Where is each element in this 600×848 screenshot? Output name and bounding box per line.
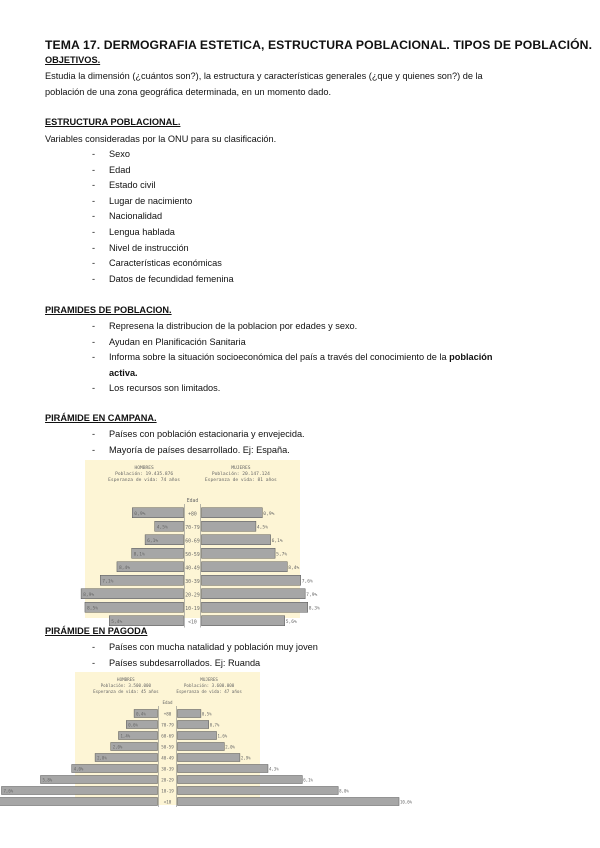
female-bar bbox=[202, 575, 301, 585]
female-bar-label: 4,5% bbox=[256, 525, 268, 531]
female-bar bbox=[202, 602, 308, 612]
list-item: - Ayudan en Planificación Sanitaria bbox=[92, 335, 539, 351]
female-bar-label: 5,7% bbox=[276, 552, 288, 558]
list-item: - Los recursos son limitados. bbox=[92, 381, 539, 397]
female-bar-label: 8,4% bbox=[288, 565, 300, 571]
pagoda-list bbox=[92, 640, 318, 671]
pagoda-pyramid-chart bbox=[3, 672, 413, 805]
male-bar-label: 4,5% bbox=[156, 525, 168, 531]
female-bar-label: 8,0% bbox=[339, 788, 349, 794]
list-item: - Lugar de nacimiento bbox=[92, 194, 234, 210]
right-header-line: Población: 3.600.000 bbox=[183, 683, 235, 688]
male-bar-label: 2,8% bbox=[97, 755, 107, 761]
list-item: - Sexo bbox=[92, 147, 234, 163]
male-bar-label: 0,4% bbox=[136, 711, 146, 717]
male-bar-label: 1,4% bbox=[120, 733, 131, 739]
male-bar bbox=[72, 765, 158, 773]
male-bar bbox=[81, 589, 183, 599]
list-item: - Estado civil bbox=[92, 178, 234, 194]
piramides-heading: PIRAMIDES DE POBLACION. bbox=[45, 305, 172, 315]
list-item: - Represena la distribucion de la poblacion por edades y sexo. bbox=[92, 319, 539, 335]
age-tick-label: 20-29 bbox=[161, 777, 174, 783]
age-tick-label: 50-59 bbox=[161, 744, 174, 750]
list-item: - Nacionalidad bbox=[92, 209, 234, 225]
male-bar-label: 0,9% bbox=[134, 511, 146, 517]
left-header-line: Esperanza de vida: 74 años bbox=[108, 478, 181, 483]
male-bar-label: 7,1% bbox=[102, 579, 114, 585]
list-item: - Países subdesarrollados. Ej: Ruanda bbox=[92, 656, 318, 672]
age-tick-label: +80 bbox=[188, 512, 197, 518]
age-tick-label: 30-39 bbox=[161, 766, 174, 772]
female-bar bbox=[178, 732, 217, 740]
age-axis-header: Edad bbox=[186, 499, 199, 504]
female-bar-label: 7,9% bbox=[306, 592, 318, 598]
left-header-line: Población: 3.500.000 bbox=[100, 683, 152, 688]
male-bar bbox=[41, 776, 158, 784]
male-bar-label: 4,0% bbox=[73, 766, 84, 772]
female-bar bbox=[202, 548, 276, 558]
female-bar-label: 10,6% bbox=[400, 799, 413, 805]
piramides-list bbox=[92, 319, 539, 397]
right-header-line: Población: 20.147.124 bbox=[211, 472, 270, 477]
male-bar-label: 6,1% bbox=[147, 538, 159, 544]
objetivos-line-2: población de una zona geográfica determinada, en un momento dado. bbox=[45, 87, 332, 97]
list-item: - Países con población estacionaria y envejecida. bbox=[92, 427, 305, 443]
objetivos-heading: OBJETIVOS. bbox=[45, 55, 101, 65]
female-bar bbox=[178, 754, 240, 762]
estructura-heading: ESTRUCTURA POBLACIONAL. bbox=[45, 117, 181, 127]
campana-pyramid-chart bbox=[83, 460, 320, 626]
list-item: - Lengua hablada bbox=[92, 225, 234, 241]
age-tick-label: 70-79 bbox=[161, 722, 174, 728]
right-header-line: Esperanza de vida: 81 años bbox=[204, 478, 277, 483]
female-bar-label: 1,6% bbox=[217, 733, 228, 739]
male-bar-label: 8,4% bbox=[118, 565, 131, 571]
right-header-line: MUJERES bbox=[200, 677, 218, 682]
pagoda-heading: PIRÁMIDE EN PAGODA bbox=[45, 626, 148, 636]
female-bar bbox=[178, 710, 201, 718]
female-bar-label: 4,3% bbox=[268, 766, 279, 772]
list-item-text: Informa sobre la situación socioeconómica del país a través del conocimiento de la bbox=[109, 352, 450, 363]
list-item bbox=[92, 350, 539, 381]
female-bar bbox=[178, 721, 209, 729]
left-header-line: Población: 19.435.876 bbox=[115, 472, 174, 477]
male-bar bbox=[85, 602, 184, 612]
campana-pyramid-svg bbox=[83, 460, 320, 626]
campana-list bbox=[92, 427, 305, 458]
female-bar-label: 0,5% bbox=[201, 711, 212, 717]
age-tick-label: 60-69 bbox=[185, 539, 200, 545]
female-bar bbox=[202, 616, 285, 626]
age-tick-label: 40-49 bbox=[185, 566, 200, 572]
age-tick-label: 60-69 bbox=[161, 733, 174, 739]
list-item: - Mayoría de países desarrollado. Ej: España. bbox=[92, 443, 305, 459]
male-bar-label: 8,5% bbox=[86, 606, 99, 612]
female-bar-label: 6,1% bbox=[303, 777, 313, 783]
age-tick-label: 40-49 bbox=[161, 755, 174, 761]
right-header-line: Esperanza de vida: 47 años bbox=[176, 689, 242, 694]
male-bar-label: 5,4% bbox=[111, 619, 123, 625]
male-bar bbox=[0, 798, 158, 806]
estructura-list bbox=[92, 147, 234, 287]
objetivos-line-1: Estudia la dimensión (¿cuántos son?), la estructura y características generales (¿que y quienes son?) de la bbox=[45, 71, 483, 81]
male-bar-label: 8,9% bbox=[83, 592, 95, 598]
female-bar-label: 8,3% bbox=[308, 606, 320, 612]
male-bar-label: 2,0% bbox=[112, 744, 123, 750]
female-bar bbox=[178, 776, 303, 784]
age-tick-label: 10-19 bbox=[185, 606, 200, 612]
list-item: - Características económicas bbox=[92, 256, 234, 272]
list-item: - Datos de fecundidad femenina bbox=[92, 272, 234, 288]
male-bar-label: 5,8% bbox=[42, 777, 53, 783]
female-bar-label: 0,7% bbox=[209, 722, 220, 728]
age-tick-label: 30-39 bbox=[185, 579, 200, 585]
right-header-line: MUJERES bbox=[231, 466, 251, 471]
female-bar bbox=[178, 787, 339, 795]
female-bar bbox=[202, 562, 288, 572]
age-tick-label: <10 bbox=[163, 799, 172, 805]
female-bar-label: 6,1% bbox=[271, 538, 283, 544]
age-tick-label: 10-19 bbox=[161, 788, 174, 794]
female-bar-label: 2,9% bbox=[240, 755, 251, 761]
list-item: - Países con mucha natalidad y población muy joven bbox=[92, 640, 318, 656]
estructura-intro: Variables consideradas por la ONU para su clasificación. bbox=[45, 134, 277, 144]
female-bar bbox=[178, 798, 400, 806]
list-item: - Edad bbox=[92, 163, 234, 179]
female-bar-label: 5,6% bbox=[285, 619, 297, 625]
age-tick-label: +80 bbox=[163, 711, 172, 717]
age-axis-header: Edad bbox=[162, 700, 173, 705]
male-bar-label: 7,6% bbox=[3, 788, 14, 794]
campana-heading: PIRÁMIDE EN CAMPANA. bbox=[45, 413, 157, 423]
list-item: - Nivel de instrucción bbox=[92, 241, 234, 257]
pagoda-pyramid-svg bbox=[3, 672, 413, 805]
female-bar-label: 7,6% bbox=[301, 579, 313, 585]
female-bar-label: 2,0% bbox=[225, 744, 235, 750]
age-tick-label: 20-29 bbox=[185, 593, 200, 599]
female-bar bbox=[178, 743, 225, 751]
age-tick-label: 50-59 bbox=[185, 552, 200, 558]
list-item-bold: población bbox=[449, 352, 493, 363]
male-bar-label: 0,6% bbox=[128, 722, 138, 728]
female-bar bbox=[202, 589, 306, 599]
left-header-line: HOMBRES bbox=[134, 466, 154, 471]
left-header-line: Esperanza de vida: 45 años bbox=[93, 689, 159, 694]
age-tick-label: <10 bbox=[188, 620, 197, 626]
left-header-line: HOMBRES bbox=[117, 677, 135, 682]
age-tick-label: 70-79 bbox=[185, 525, 200, 531]
female-bar bbox=[202, 535, 271, 545]
female-bar bbox=[202, 508, 263, 518]
page-title: TEMA 17. DERMOGRAFIA ESTETICA, ESTRUCTURA POBLACIONAL. TIPOS DE POBLACIÓN. bbox=[45, 38, 593, 52]
male-bar bbox=[2, 787, 158, 795]
male-bar-label: 8,1% bbox=[133, 552, 145, 558]
female-bar bbox=[178, 765, 268, 773]
list-item-bold: activa. bbox=[109, 367, 138, 378]
female-bar-label: 0,9% bbox=[263, 511, 275, 517]
female-bar bbox=[202, 521, 256, 531]
